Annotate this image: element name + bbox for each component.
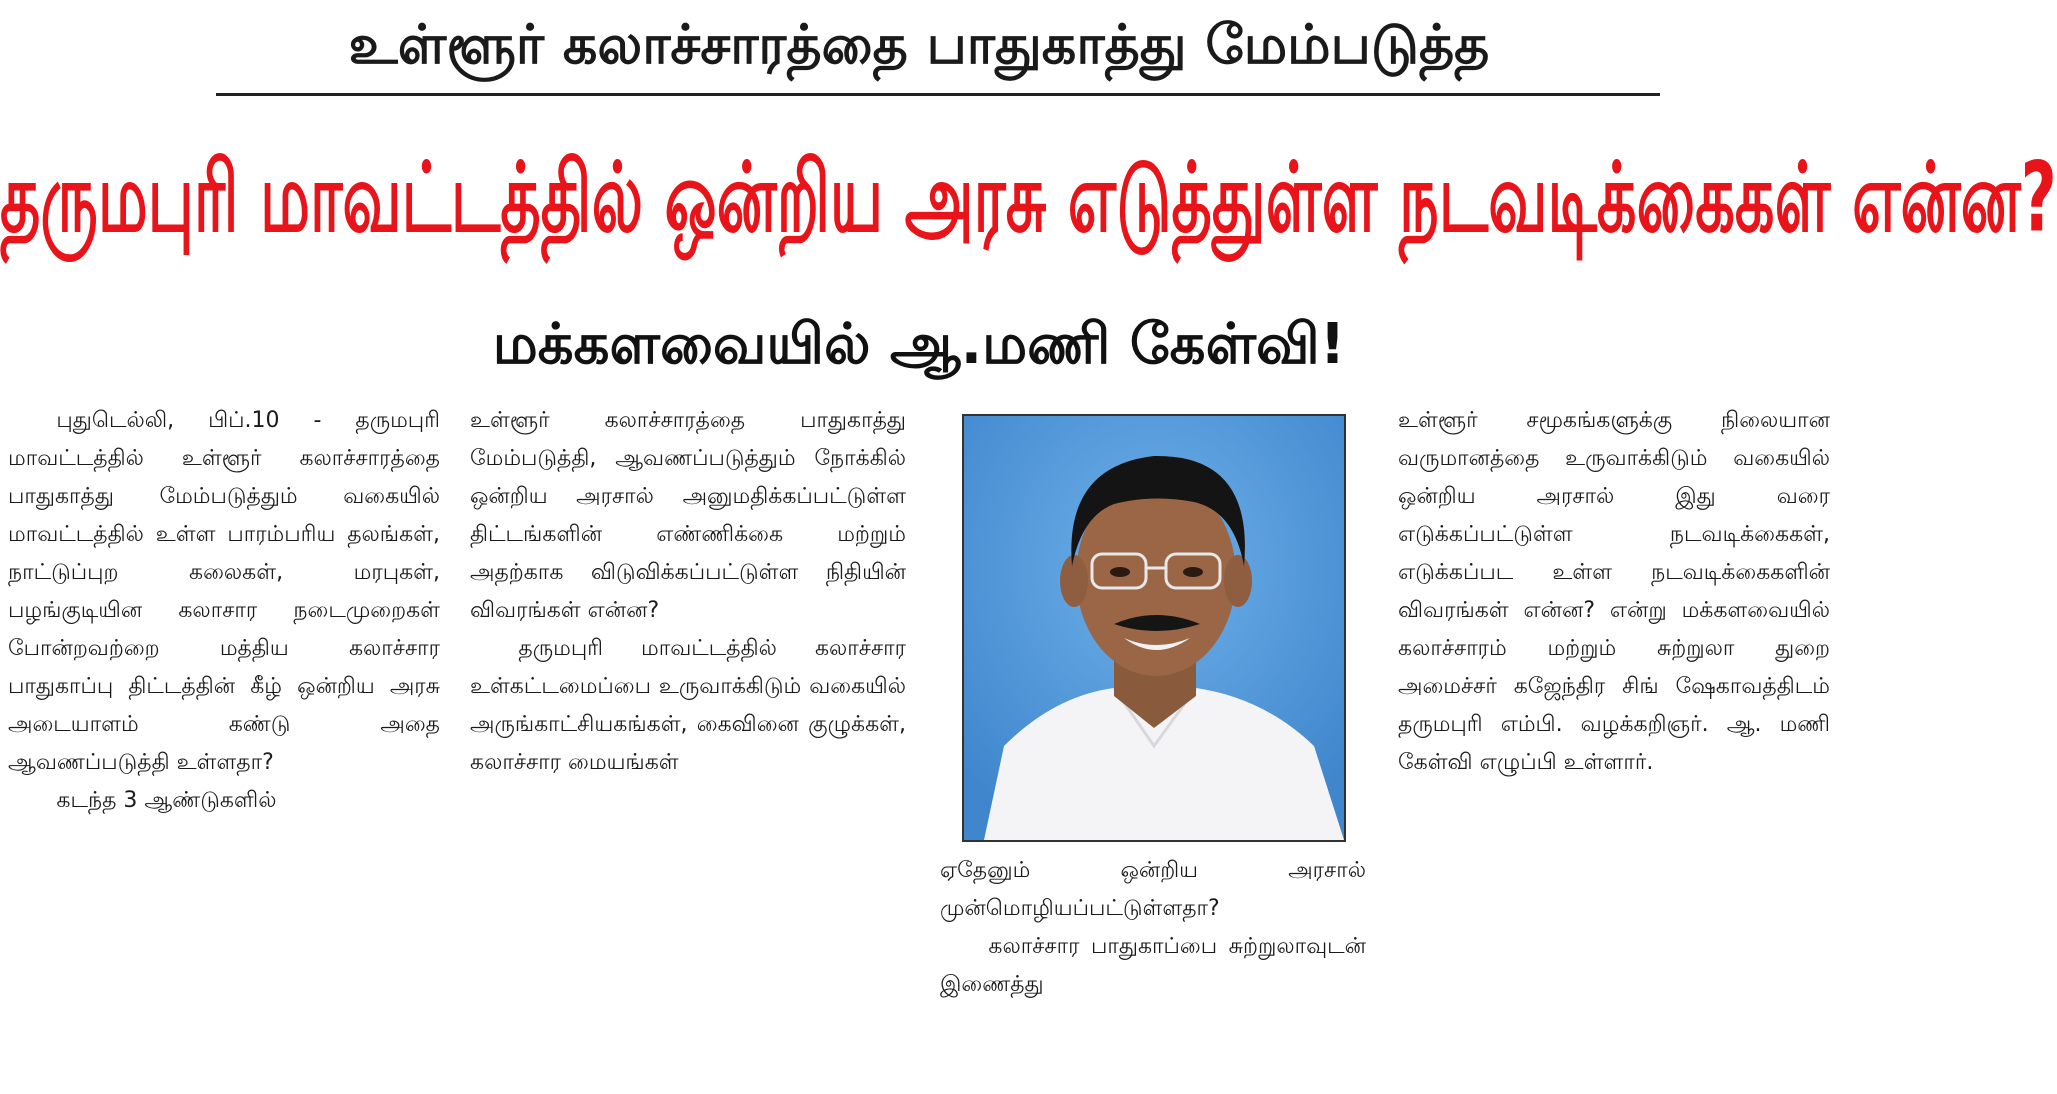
paragraph: உள்ளூர் கலாச்சாரத்தை பாதுகாத்து மேம்படுத்தி, ஆவணப்படுத்தும் நோக்கில் ஒன்றிய அரசால் அனுமதிக்கப்பட்டுள்ள திட்டங்களின் எண்ணிக்கை மற்றும் அதற்காக விடுவிக்கப்பட்டுள்ள நிதியின் விவரங்கள் என்ன? xyxy=(470,408,906,623)
article-column-2 xyxy=(470,402,906,782)
paragraph: உள்ளூர் சமூகங்களுக்கு நிலையான வருமானத்தை உருவாக்கிடும் வகையில் ஒன்றிய அரசால் இது வரை எடுக்கப்பட்டுள்ள நடவடிக்கைகள், எடுக்கப்பட உள்ள நடவடிக்கைகளின் விவரங்கள் என்ன? என்று மக்களவையில் கலாச்சாரம் மற்றும் சுற்றுலா துறை அமைச்சர் கஜேந்திர சிங் ஷேகாவத்திடம் தருமபுரி எம்பி. வழக்கறிஞர். ஆ. மணி கேள்வி எழுப்பி உள்ளார். xyxy=(1398,408,1830,775)
paragraph: புதுடெல்லி, பிப்.10 - தருமபுரி மாவட்டத்தில் உள்ளூர் கலாச்சாரத்தை பாதுகாத்து மேம்படுத்தும் வகையில் மாவட்டத்தில் உள்ள பாரம்பரிய தலங்கள், நாட்டுப்புற கலைகள், மரபுகள், பழங்குடியின கலாசார நடைமுறைகள் போன்றவற்றை மத்திய கலாச்சார பாதுகாப்பு திட்டத்தின் கீழ் ஒன்றிய அரசு அடையாளம் கண்டு அதை ஆவணப்படுத்தி உள்ளதா? xyxy=(8,408,440,775)
paragraph: கடந்த 3 ஆண்டுகளில் xyxy=(56,788,277,813)
paragraph: கலாச்சார பாதுகாப்பை சுற்றுலாவுடன் இணைத்து xyxy=(940,934,1366,997)
article-column-4 xyxy=(1398,402,1830,782)
main-headline: தருமபுரி மாவட்டத்தில் ஒன்றிய அரசு எடுத்துள்ள நடவடிக்கைகள் என்ன? xyxy=(0,140,2057,254)
paragraph: ஏதேனும் ஒன்றிய அரசால் முன்மொழியப்பட்டுள்ளதா? xyxy=(940,858,1366,921)
kicker-headline: உள்ளூர் கலாச்சாரத்தை பாதுகாத்து மேம்படுத்த xyxy=(348,13,1490,76)
article-column-1 xyxy=(8,402,440,820)
article-column-3 xyxy=(940,852,1366,1004)
sub-headline: மக்களவையில் ஆ.மணி கேள்வி! xyxy=(492,312,1346,377)
mp-portrait-photo xyxy=(962,414,1346,842)
paragraph: தருமபுரி மாவட்டத்தில் கலாச்சார உள்கட்டமைப்பை உருவாக்கிடும் வகையில் அருங்காட்சியகங்கள், கைவினை குழுக்கள், கலாச்சார மையங்கள் xyxy=(470,636,906,775)
